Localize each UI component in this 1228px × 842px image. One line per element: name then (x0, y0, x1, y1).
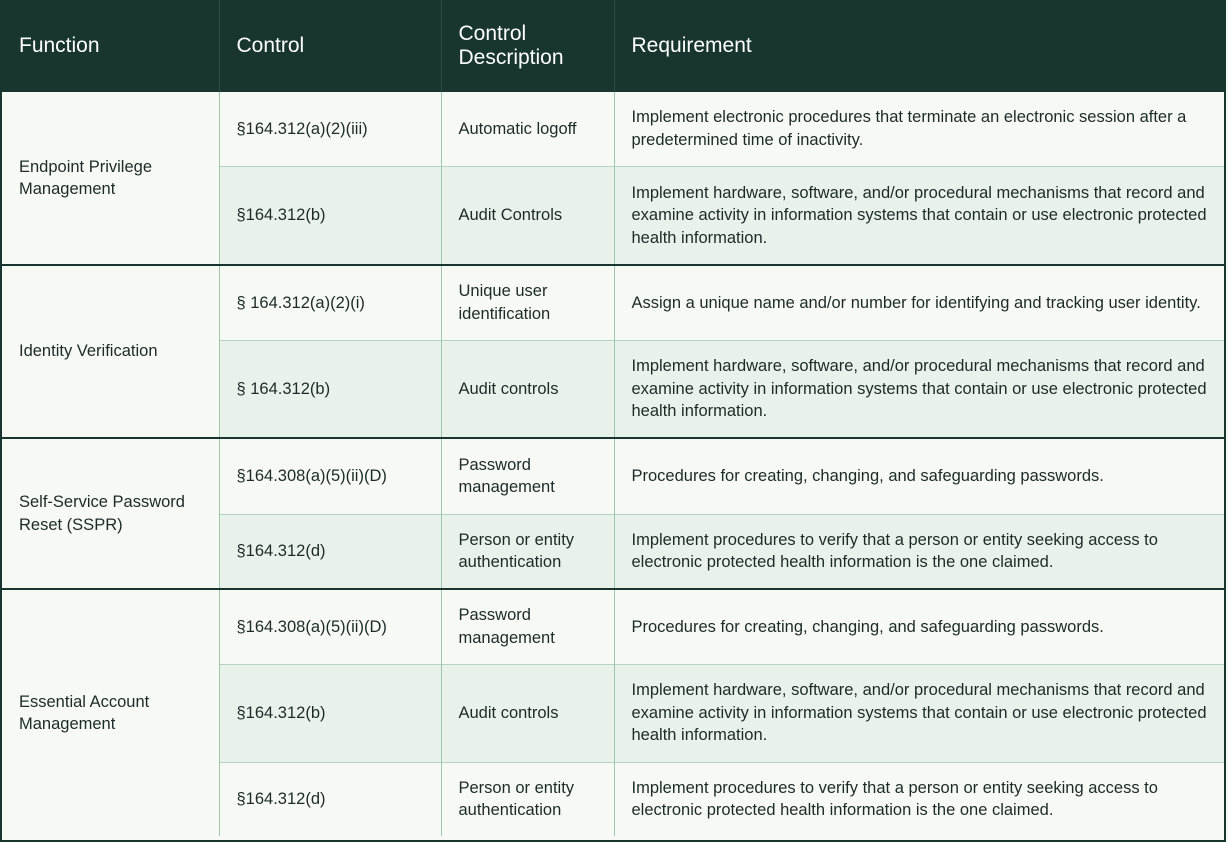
table-row (2, 265, 1224, 340)
control-cell: §164.312(d) (219, 762, 441, 836)
requirement-cell: Implement procedures to verify that a person or entity seeking access to electronic protected health information is the one claimed. (614, 762, 1224, 836)
header-requirement: Requirement (614, 0, 1224, 92)
description-cell: Unique user identification (441, 265, 614, 340)
table-row (2, 438, 1224, 514)
function-cell: Self-Service Password Reset (SSPR) (2, 438, 219, 589)
requirement-cell: Implement hardware, software, and/or procedural mechanisms that record and examine activity in information systems that contain or use electronic protected health information. (614, 340, 1224, 438)
control-cell: §164.312(b) (219, 166, 441, 265)
hipaa-controls-table (2, 0, 1224, 836)
control-cell: §164.308(a)(5)(ii)(D) (219, 589, 441, 664)
requirement-cell: Implement electronic procedures that terminate an electronic session after a predetermined time of inactivity. (614, 92, 1224, 166)
requirement-cell: Procedures for creating, changing, and safeguarding passwords. (614, 438, 1224, 514)
function-cell: Identity Verification (2, 265, 219, 438)
requirement-cell: Implement hardware, software, and/or procedural mechanisms that record and examine activity in information systems that contain or use electronic protected health information. (614, 664, 1224, 762)
description-cell: Audit controls (441, 664, 614, 762)
function-cell: Essential Account Management (2, 589, 219, 836)
control-cell: §164.312(a)(2)(iii) (219, 92, 441, 166)
description-cell: Audit Controls (441, 166, 614, 265)
control-cell: § 164.312(a)(2)(i) (219, 265, 441, 340)
requirement-cell: Procedures for creating, changing, and safeguarding passwords. (614, 589, 1224, 664)
function-cell: Endpoint Privilege Management (2, 92, 219, 265)
table-row (2, 92, 1224, 166)
header-row (2, 0, 1224, 92)
header-function: Function (2, 0, 219, 92)
table-row (2, 589, 1224, 664)
description-cell: Automatic logoff (441, 92, 614, 166)
description-cell: Password management (441, 589, 614, 664)
control-cell: §164.312(d) (219, 514, 441, 589)
header-control-description: Control Description (441, 0, 614, 92)
description-cell: Person or entity authentication (441, 762, 614, 836)
control-cell: § 164.312(b) (219, 340, 441, 438)
control-cell: §164.308(a)(5)(ii)(D) (219, 438, 441, 514)
header-control: Control (219, 0, 441, 92)
description-cell: Person or entity authentication (441, 514, 614, 589)
table-header (2, 0, 1224, 92)
description-cell: Password management (441, 438, 614, 514)
control-cell: §164.312(b) (219, 664, 441, 762)
requirement-cell: Assign a unique name and/or number for identifying and tracking user identity. (614, 265, 1224, 340)
description-cell: Audit controls (441, 340, 614, 438)
requirement-cell: Implement hardware, software, and/or procedural mechanisms that record and examine activity in information systems that contain or use electronic protected health information. (614, 166, 1224, 265)
table-body (2, 92, 1224, 836)
requirement-cell: Implement procedures to verify that a person or entity seeking access to electronic protected health information is the one claimed. (614, 514, 1224, 589)
